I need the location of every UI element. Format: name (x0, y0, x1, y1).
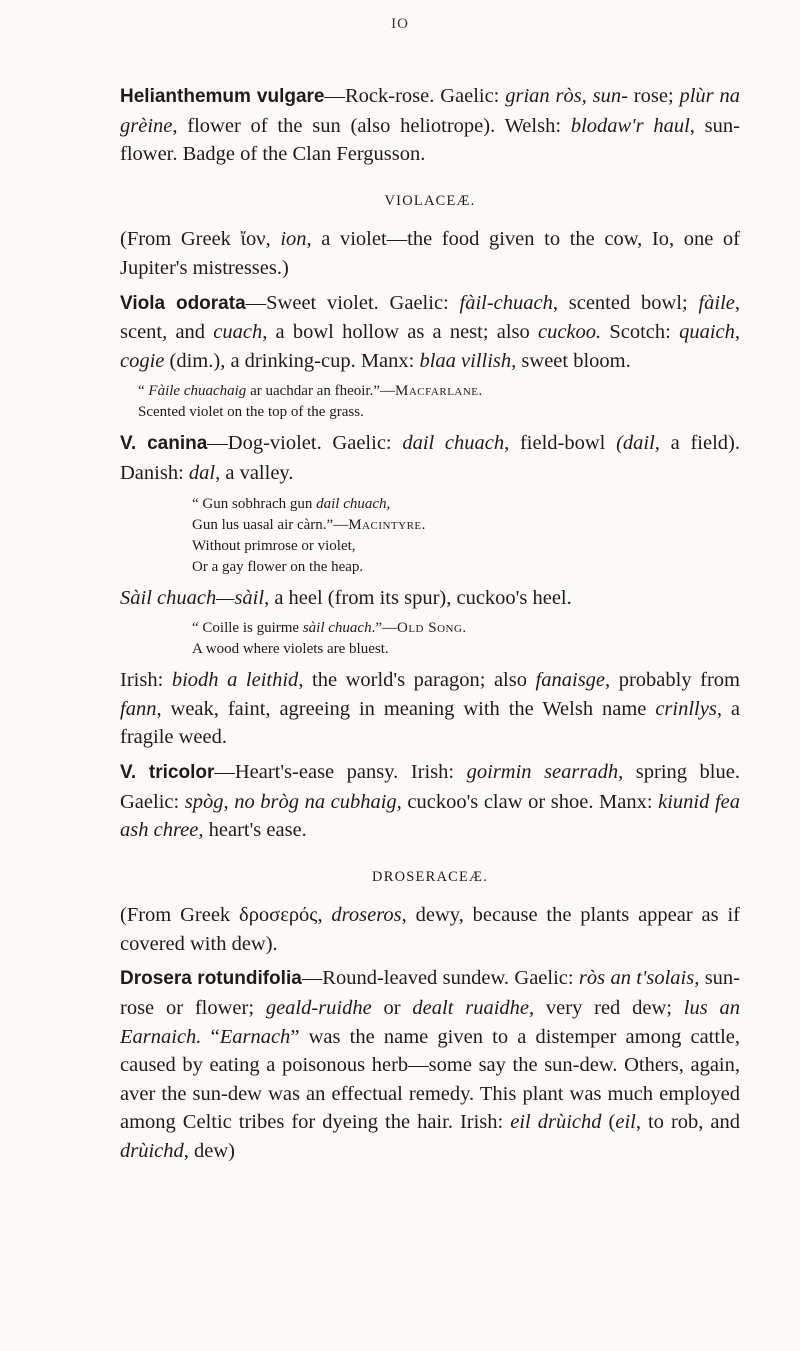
section-heading-droseraceae: DROSERACEÆ. (372, 868, 488, 885)
gaelic-name: geald-ruidhe (265, 997, 372, 1020)
gaelic-name: grian ròs, sun- (505, 85, 628, 107)
gaelic-name: lus an Earnaich. (120, 997, 740, 1048)
text: , very red dew; (528, 997, 684, 1020)
danish-name: dal (188, 461, 216, 484)
entry-v-tricolor (120, 758, 740, 845)
droseraceae-intro (120, 901, 740, 958)
gaelic-name: fàile (698, 291, 735, 314)
quote-attribution: Macfarlane. (395, 383, 483, 400)
quote-translation: Scented violet on the top of the grass. (138, 404, 364, 421)
welsh-name: blodaw'r haul (570, 114, 690, 137)
text: , scent, and (120, 291, 740, 344)
quote-old-song (192, 618, 740, 660)
scotch-name: quaich, cogie (120, 321, 740, 372)
gaelic-name: fàil-chuach (459, 291, 553, 314)
species-name: V. canina (120, 433, 208, 455)
section-heading-violaceae: VIOLACEÆ. (384, 192, 476, 209)
entry-viola-odorata (120, 289, 740, 376)
text: “ (201, 1025, 220, 1048)
species-name: Viola odorata (120, 292, 246, 314)
entry-irish (120, 666, 740, 752)
text: spring blue. Gaelic: (120, 760, 740, 813)
text: cuckoo's claw or shoe. Manx: (401, 790, 659, 813)
species-name: Helianthemum vulgare (120, 86, 325, 107)
text: —Heart's-ease pansy. Irish: (214, 760, 467, 783)
text: , a fragile weed. (120, 697, 740, 749)
text: , (317, 904, 332, 927)
text: , weak, faint, agreeing in meaning with the Welsh name (156, 697, 656, 720)
irish-name: fanaisge (535, 669, 606, 692)
entry-drosera (120, 964, 740, 1165)
transliteration: ion (280, 228, 307, 251)
violaceae-intro (120, 225, 740, 282)
page-body (120, 82, 740, 1166)
entry-v-canina (120, 429, 740, 487)
irish-word: drùichd (120, 1140, 184, 1163)
text: “ (138, 383, 149, 400)
entry-helianthemum (120, 82, 740, 169)
gaelic-name: cuach (213, 321, 263, 344)
irish-name: goirmin searradh, (466, 760, 624, 783)
text: Gun lus uasal air càrn.”— (192, 516, 349, 533)
gaelic-name: dealt ruaidhe (412, 997, 529, 1020)
gaelic-name: plùr na grèine (120, 85, 740, 137)
quote-translation: Or a gay flower on the heap. (192, 558, 364, 575)
manx-name: blaa villish, (419, 349, 517, 372)
text: , the world's paragon; also (298, 669, 536, 692)
irish-name: eil drùichd (510, 1111, 602, 1134)
quote-translation: A wood where violets are bluest. (192, 641, 389, 658)
text: (dim.), a drinking-cup. Manx: (164, 349, 420, 372)
text: (From Greek (120, 228, 241, 251)
gaelic-name: ròs an t'solais (578, 967, 695, 990)
text: , scented bowl; (552, 291, 699, 314)
gaelic-word: Earnach (219, 1025, 291, 1048)
irish-name: biodh a leithid (171, 669, 299, 692)
irish-word: eil (615, 1111, 636, 1134)
text: Scotch: (601, 321, 680, 344)
quote-translation: Without primrose or violet, (192, 537, 356, 554)
text: “ Gun sobhrach gun (192, 495, 317, 512)
quote-attribution: Old Song. (397, 620, 467, 637)
text: , probably from (605, 669, 740, 692)
irish-word: fann (120, 697, 157, 720)
gaelic-name: Sàil chuach—sàil (120, 586, 265, 609)
text: , field-bowl (504, 432, 617, 455)
text: , flower of the sun (also heliotrope). Welsh: (172, 114, 571, 137)
greek-word: ἴον (240, 228, 266, 251)
species-name: Drosera rotundifolia (120, 968, 302, 990)
gaelic-name: spòg, no bròg na cubhaig, (184, 790, 402, 813)
text: , dew) (183, 1140, 236, 1163)
quote-text: sàil chuach (302, 620, 372, 637)
gaelic-name: (dail, (616, 432, 660, 455)
gaelic-name: dail chuach (402, 432, 505, 455)
transliteration: droseros (331, 904, 402, 927)
text: , sun-rose or flower; (120, 967, 741, 1020)
text: , a bowl hollow as a nest; also (262, 321, 538, 344)
quote-macintyre (192, 494, 740, 578)
text: (From Greek (120, 904, 240, 927)
manx-name: kiunid fea ash chree, (120, 790, 740, 842)
text: ar uachdar an fheoir.”— (246, 383, 395, 400)
entry-sail-chuach (120, 584, 740, 613)
quote-text: Fàile chuachaig (148, 383, 247, 400)
text: , sun-flower. Badge of the Clan Fergusson. (120, 114, 740, 166)
text: —Round-leaved sundew. Gaelic: (301, 967, 579, 990)
text: heart's ease. (203, 819, 307, 842)
text: , to rob, and (635, 1111, 741, 1134)
text: sweet bloom. (516, 349, 631, 372)
welsh-name: crinllys (655, 697, 717, 720)
text: .”— (371, 620, 397, 637)
text: , a heel (from its spur), cuckoo's heel. (264, 586, 572, 609)
text: , (265, 228, 281, 251)
text: ( (601, 1111, 616, 1134)
text: a field). Danish: (120, 432, 740, 484)
quote-macfarlane (138, 381, 740, 423)
text: —Dog-violet. Gaelic: (207, 432, 403, 455)
text: rose; (627, 85, 680, 107)
page-number: IO (391, 16, 409, 32)
text: , dewy, because the plants appear as if covered with dew). (120, 904, 740, 955)
greek-word: δροσερός (239, 904, 318, 927)
text: , a violet—the food given to the cow, Io, one of Jupiter's mistresses.) (120, 228, 740, 279)
text: —Sweet violet. Gaelic: (245, 291, 460, 314)
text: , a valley. (215, 461, 294, 484)
text: or (371, 997, 413, 1020)
text: Irish: (120, 669, 172, 692)
text: —Rock-rose. Gaelic: (324, 85, 506, 107)
text: ” was the name given to a distemper among cattle, caused by eating a poisonous herb—some say the sun-dew. Others, again, aver the sun-dew was an effectual remedy. This plant was much employed among Celtic tribes for dyeing the hair. Irish: (120, 1025, 740, 1134)
gaelic-name: cuckoo. (537, 321, 602, 344)
quote-text: dail chuach, (316, 495, 391, 512)
quote-attribution: Macintyre. (348, 516, 426, 533)
species-name: V. tricolor (120, 761, 215, 783)
text: “ Coille is guirme (192, 620, 303, 637)
